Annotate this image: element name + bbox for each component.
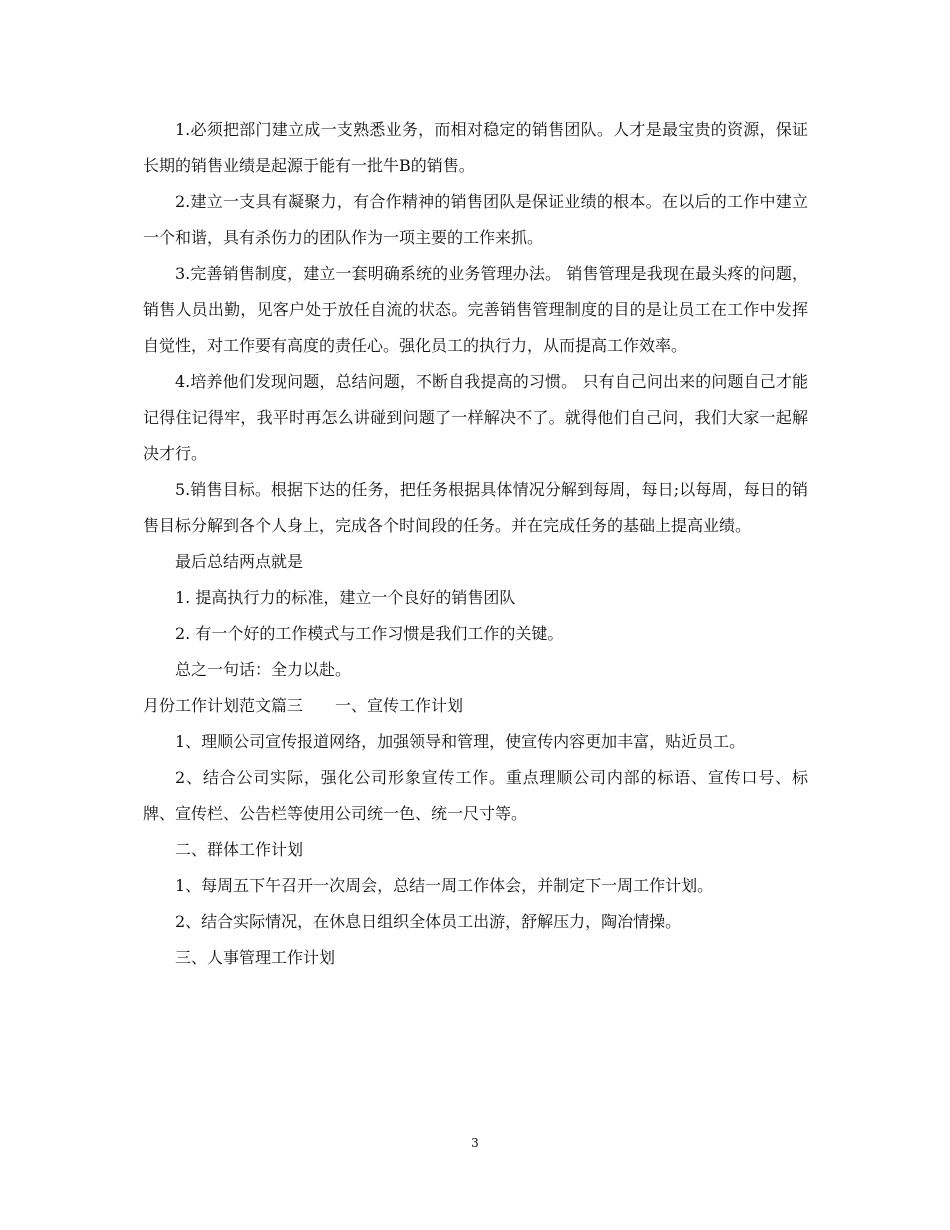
publicity-item-1: 1、理顺公司宣传报道网络，加强领导和管理，使宣传内容更加丰富，贴近员工。	[175, 732, 746, 751]
paragraph-item-1: 1.必须把部门建立成一支熟悉业务，而相对稳定的销售团队。人才是最宝贵的资源，保证长期的销售业绩是起源于能有一批牛B的销售。	[143, 120, 808, 175]
summary-intro: 最后总结两点就是	[175, 552, 304, 571]
section-heading-publicity: 月份工作计划范文篇三 一、宣传工作计划	[143, 696, 464, 715]
paragraph-item-2: 2.建立一支具有凝聚力，有合作精神的销售团队是保证业绩的根本。在以后的工作中建立一个和谐，具有杀伤力的团队作为一项主要的工作来抓。	[143, 192, 808, 247]
publicity-item-2: 2、结合公司实际，强化公司形象宣传工作。重点理顺公司内部的标语、宣传口号、标牌、宣传栏、公告栏等使用公司统一色、统一尺寸等。	[143, 768, 808, 823]
paragraph-item-3: 3.完善销售制度，建立一套明确系统的业务管理办法。 销售管理是我现在最头疼的问题，销售人员出勤，见客户处于放任自流的状态。完善销售管理制度的目的是让员工在工作中发挥自觉性，对工作要有高度的责任心。强化员工的执行力，从而提高工作效率。	[143, 264, 808, 355]
paragraph-item-4: 4.培养他们发现问题，总结问题，不断自我提高的习惯。 只有自己问出来的问题自己才能记得住记得牢，我平时再怎么讲碰到问题了一样解决不了。就得他们自己问，我们大家一起解决才行。	[143, 372, 808, 463]
document-body	[143, 112, 808, 976]
page-number: 3	[471, 1136, 479, 1150]
summary-point-2: 2. 有一个好的工作模式与工作习惯是我们工作的关键。	[175, 624, 564, 643]
section-heading-group: 二、群体工作计划	[175, 840, 304, 859]
summary-point-1: 1. 提高执行力的标准，建立一个良好的销售团队	[175, 588, 516, 607]
group-item-2: 2、结合实际情况，在休息日组织全体员工出游，舒解压力，陶冶情操。	[175, 912, 682, 931]
group-item-1: 1、每周五下午召开一次周会，总结一周工作体会，并制定下一周工作计划。	[175, 876, 714, 895]
section-heading-personnel: 三、人事管理工作计划	[175, 948, 336, 967]
summary-conclusion: 总之一句话：全力以赴。	[175, 660, 352, 679]
paragraph-item-5: 5.销售目标。根据下达的任务，把任务根据具体情况分解到每周，每日;以每周，每日的销售目标分解到各个人身上，完成各个时间段的任务。并在完成任务的基础上提高业绩。	[143, 480, 808, 535]
